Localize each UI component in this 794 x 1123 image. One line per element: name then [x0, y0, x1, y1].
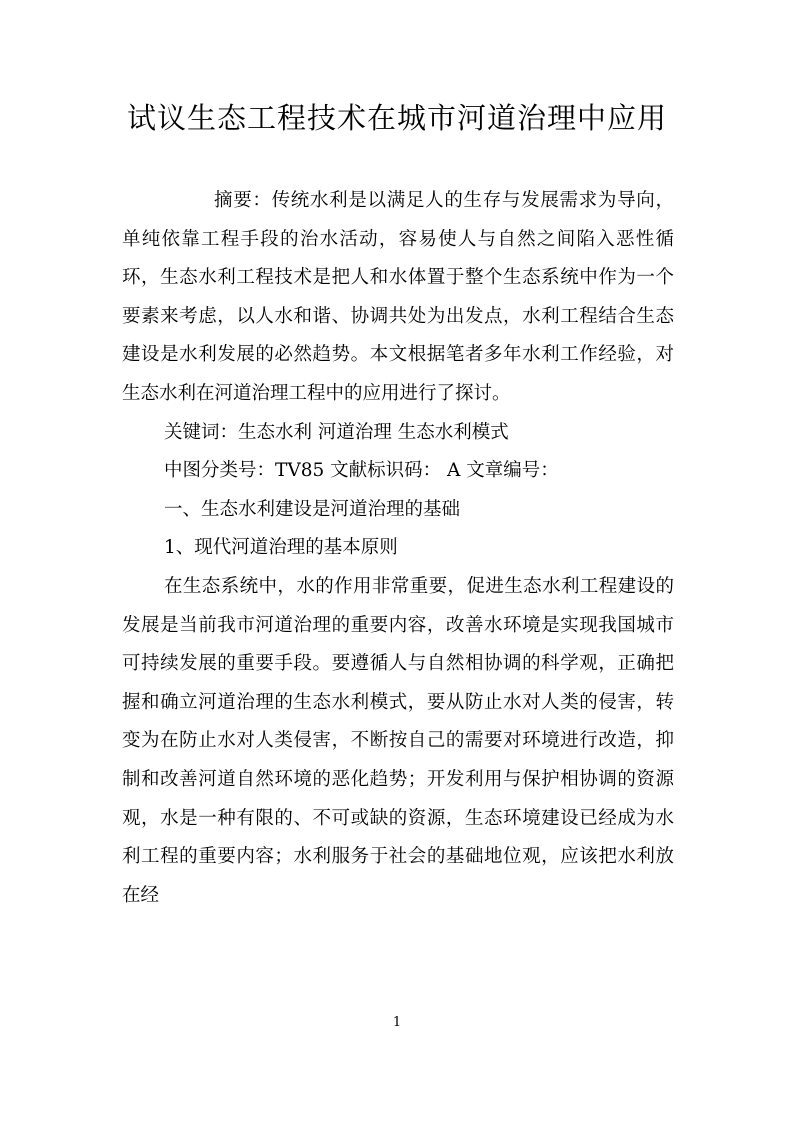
- page-number: 1: [392, 1015, 402, 1030]
- document-body: [122, 182, 674, 915]
- subsection-heading: 1、现代河道治理的基本原则: [164, 537, 398, 559]
- abstract-paragraph: 摘要：传统水利是以满足人的生存与发展需求为导向，单纯依靠工程手段的治水活动，容易使人与自然之间陷入恶性循环，生态水利工程技术是把人和水体置于整个生态系统中作为一个要素来考虑，以人水和谐、协调共处为出发点，水利工程结合生态建设是水利发展的必然趋势。本文根据笔者多年水利工作经验，对生态水利在河道治理工程中的应用进行了探讨。: [122, 190, 674, 404]
- document-title: 试议生态工程技术在城市河道治理中应用: [126, 101, 667, 135]
- classification-line: 中图分类号：TV85 文献标识码： A 文章编号：: [164, 460, 559, 482]
- body-paragraph: 在生态系统中，水的作用非常重要，促进生态水利工程建设的发展是当前我市河道治理的重要内容，改善水环境是实现我国城市可持续发展的重要手段。要遵循人与自然相协调的科学观，正确把握和确立河道治理的生态水利模式，要从防止水对人类的侵害，转变为在防止水对人类侵害，不断按自己的需要对环境进行改造，抑制和改善河道自然环境的恶化趋势；开发利用与保护相协调的资源观，水是一种有限的、不可或缺的资源，生态环境建设已经成为水利工程的重要内容；水利服务于社会的基础地位观，应该把水利放在经: [122, 575, 674, 906]
- keywords-line: 关键词：生态水利 河道治理 生态水利模式: [164, 421, 509, 443]
- section-heading: 一、生态水利建设是河道治理的基础: [164, 498, 461, 520]
